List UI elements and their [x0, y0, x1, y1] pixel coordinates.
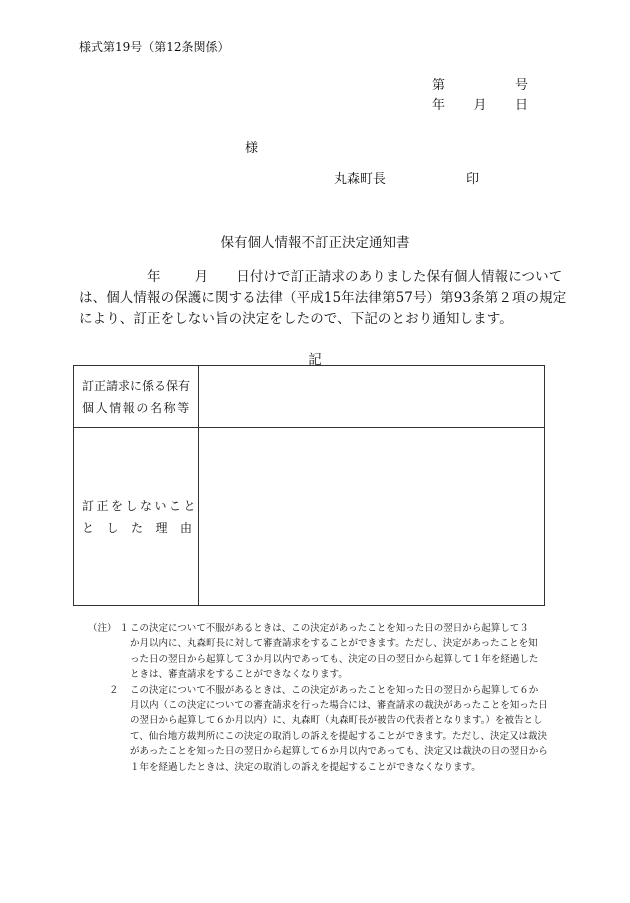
note-item-1-number: １ [119, 623, 130, 634]
label-reason-line-2: とした理由 [82, 521, 205, 535]
note-2-line-4: て、仙台地方裁判所にこの決定の取消しの訴えを提起することができます。ただし、決定又は裁決 [130, 730, 548, 742]
document-number-suffix: 号 [514, 78, 528, 93]
note-2-line-2: 月以内（この決定についての審査請求を行った場合には、審査請求の裁決があったことを知った日 [130, 700, 548, 712]
seal-mark: 印 [466, 172, 480, 187]
document-number-prefix: 第 [432, 78, 446, 93]
note-item-1 [88, 621, 558, 683]
note-2-line-6: １年を経過したときは、決定の取消しの訴えを提起することができなくなります。 [130, 761, 481, 773]
details-table [73, 365, 545, 606]
body-line-3: により、訂正をしない旨の決定をしたので、下記のとおり通知します。 [79, 311, 513, 327]
table-horizontal-divider [74, 427, 544, 428]
label-record-name-line-2: 個人情報の名称等 [82, 401, 191, 415]
note-item-1-body [130, 621, 538, 683]
notes-section [88, 621, 558, 775]
date-year: 年 [432, 98, 446, 113]
ki-heading: 記 [308, 352, 322, 368]
date-day: 日 [514, 98, 528, 113]
note-item-1-head [88, 621, 130, 683]
body-line-2: は、個人情報の保護に関する法律（平成15年法律第57号）第93条第２項の規定 [79, 290, 567, 306]
table-vertical-divider [198, 366, 199, 605]
label-reason-line-1: 訂正をしないこと [82, 499, 199, 513]
note-item-2-body [130, 683, 548, 775]
document-number-and-date [432, 76, 528, 116]
notes-prefix: （注） [88, 623, 117, 634]
body-line-1-rest: 日付けで訂正請求のありました保有個人情報について [236, 269, 563, 285]
date-month: 月 [473, 98, 487, 113]
note-1-line-1: この決定について不服があるときは、この決定があったことを知った日の翌日から起算して３ [130, 623, 529, 634]
label-record-name [82, 375, 191, 419]
note-2-line-3: の翌日から起算して６か月以内）に、丸森町（丸森町長が被告の代表者となります。）を被告とし [130, 715, 543, 727]
document-title: 保有個人情報不訂正決定通知書 [220, 235, 410, 251]
note-2-line-5: があったことを知った日の翌日から起算して６か月以内であっても、決定又は裁決の日の翌日から [130, 746, 548, 758]
body-month: 月 [194, 269, 209, 285]
note-1-line-4: ときは、審査請求をすることができなくなります。 [130, 669, 348, 681]
label-reason [82, 495, 205, 539]
sender-title: 丸森町長 [334, 172, 387, 187]
label-record-name-line-1: 訂正請求に係る保有 [82, 379, 191, 393]
body-line-1 [79, 267, 563, 288]
body-year: 年 [147, 269, 161, 285]
date-row [432, 96, 528, 116]
addressee-suffix: 様 [245, 141, 259, 156]
note-item-2-number: ２ [109, 684, 119, 696]
note-2-line-1: この決定について不服があるときは、この決定があったことを知った日の翌日から起算して６か [130, 684, 539, 696]
document-number-row [432, 76, 528, 96]
body-paragraph [79, 267, 567, 330]
note-item-2-head [88, 683, 130, 775]
note-1-line-3: った日の翌日から起算して３か月以内であっても、決定の日の翌日から起算して１年を経過した [130, 653, 539, 665]
form-number: 様式第19号（第12条関係） [79, 40, 230, 54]
note-item-2 [88, 683, 558, 775]
note-1-line-2: か月以内に、丸森町長に対して審査請求をすることができます。ただし、決定があったことを知 [130, 638, 538, 650]
